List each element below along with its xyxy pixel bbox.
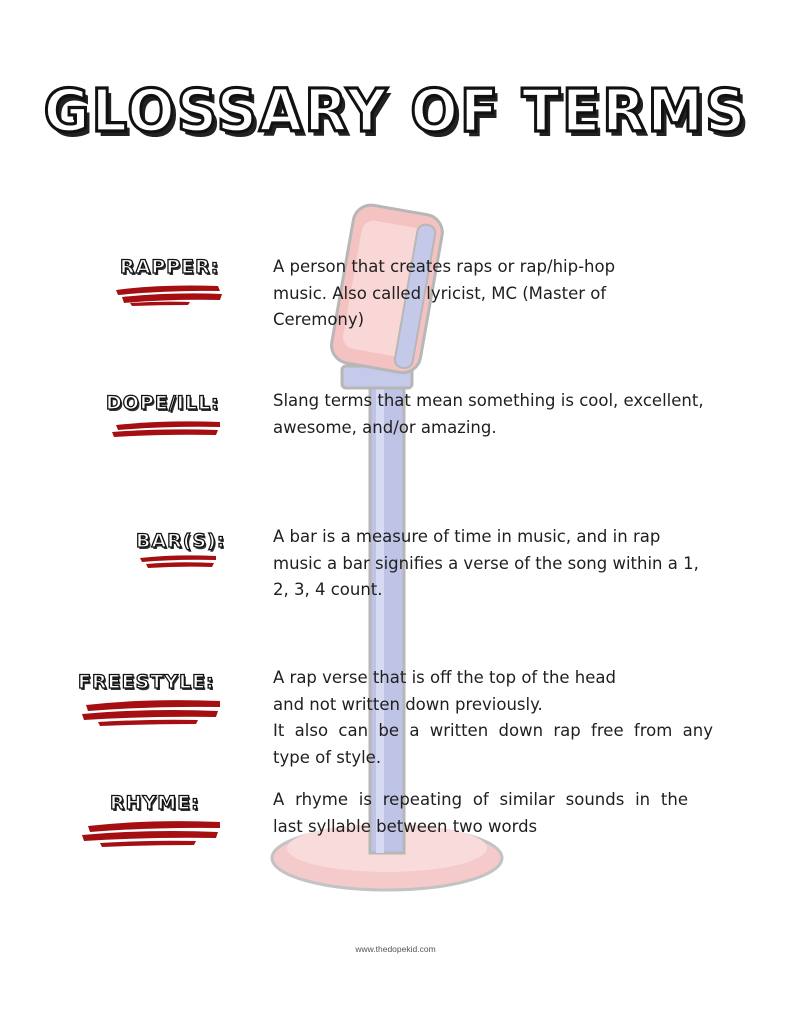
- definition-line: awesome, and/or amazing.: [273, 417, 497, 437]
- definition-line: Ceremony): [273, 310, 365, 329]
- definition-line: 2, 3, 4 count.: [273, 580, 383, 599]
- definition-line: and not written down previously.: [273, 694, 543, 714]
- term-label-freestyle: FREESTYLE:: [78, 671, 215, 693]
- definition-bars: [273, 524, 699, 604]
- definition-line: It also can be a written down rap free from any: [273, 721, 713, 740]
- definition-line: A person that creates raps or rap/hip-hop: [273, 257, 616, 276]
- red-brush-stroke-underline: [78, 697, 226, 729]
- definition-line: A rhyme is repeating of similar sounds in the: [273, 790, 688, 809]
- definition-line: music a bar signifies a verse of the song within a 1,: [273, 553, 699, 573]
- red-brush-stroke-underline: [108, 418, 226, 442]
- page-title: GLOSSARY OF TERMS: [43, 77, 748, 146]
- red-brush-stroke-underline: [78, 818, 226, 850]
- term-label-dope-ill: DOPE/ILL:: [106, 392, 220, 414]
- website-footer: www.thedopekid.com: [355, 944, 436, 954]
- term-label-rapper: RAPPER:: [120, 256, 220, 278]
- red-brush-stroke-underline: [110, 282, 225, 308]
- definition-dope-ill: [273, 388, 704, 441]
- definition-line: Slang terms that mean something is cool, excellent,: [273, 391, 704, 410]
- definition-line: A bar is a measure of time in music, and in rap: [273, 527, 661, 546]
- term-label-rhyme: RHYME:: [110, 792, 200, 814]
- definition-line: music. Also called lyricist, MC (Master of: [273, 283, 607, 303]
- definition-freestyle: [273, 665, 713, 771]
- term-label-bars: BAR(S):: [136, 530, 226, 552]
- definition-line: type of style.: [273, 747, 382, 767]
- definition-line: last syllable between two words: [273, 816, 538, 836]
- definition-rapper: [273, 254, 615, 334]
- definition-line: A rap verse that is off the top of the head: [273, 668, 616, 687]
- red-brush-stroke-underline: [136, 553, 221, 571]
- definition-rhyme: [273, 787, 713, 840]
